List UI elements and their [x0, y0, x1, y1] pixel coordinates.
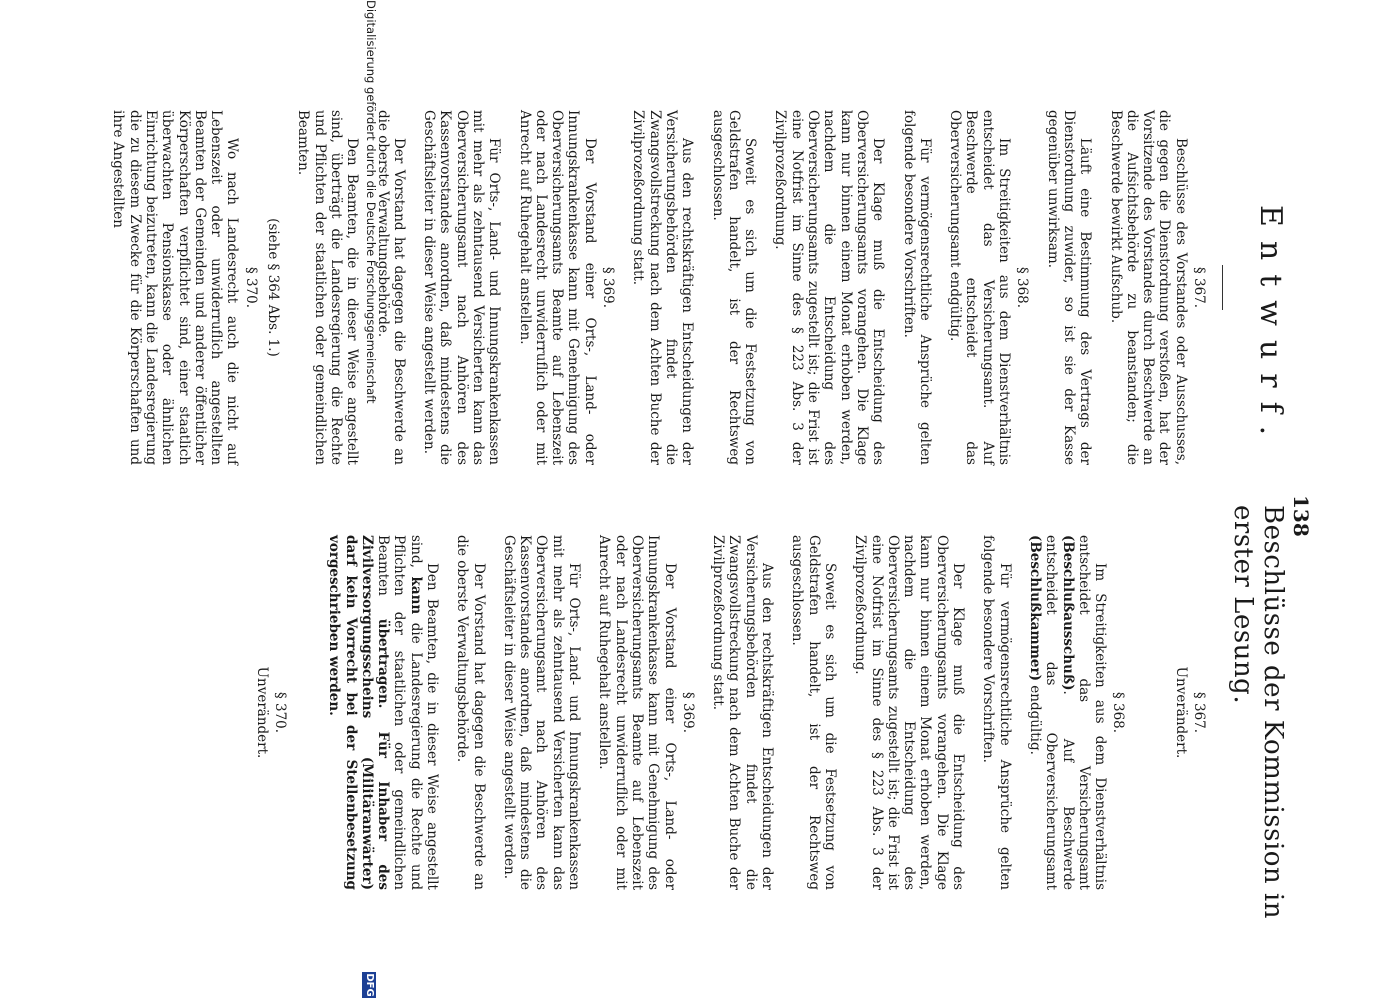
paragraph: [326, 535, 440, 890]
digitization-credit: [364, 0, 378, 1000]
amended-text: kann: [407, 576, 424, 615]
paragraph: Im Streitigkeiten aus dem Dienstverhältnis entscheidet das Versicherungsamt. Auf Beschwerde entscheidet das Oberversicherungsamt endgültig.: [947, 110, 1013, 465]
section-spacer: [1132, 535, 1158, 890]
page-number: 138: [1289, 495, 1313, 537]
paragraph: [1027, 535, 1108, 890]
unchanged-note: Unverändert.: [1172, 666, 1189, 759]
right-column-heading: Beschlüsse der Kommission in erster Lesung.: [1228, 505, 1288, 919]
text-run: Im Streitigkeiten aus dem Dienstverhältnis entscheidet das Versicherungsamt: [1075, 535, 1109, 890]
section-number: § 369.: [679, 691, 696, 734]
paragraph: Soweit es sich um die Festsetzung von Geldstrafen handelt, ist der Rechtsweg ausgeschlossen.: [709, 110, 759, 465]
heading-rule: [1222, 265, 1223, 310]
text-run: die Landesregierung die Rechte und Pflichten der staatlichen oder gemeindlichen Beamten: [375, 535, 424, 890]
paragraph: Der Vorstand hat dagegen die Beschwerde an die oberste Verwaltungsbehörde.: [454, 535, 487, 890]
amended-text: (Beschlußkammer): [1026, 535, 1043, 681]
right-column-commission: [239, 535, 1213, 890]
paragraph: Für vermögensrechtliche Ansprüche gelten folgende besondere Vorschriften.: [900, 110, 933, 465]
section-number: § 367.: [1191, 691, 1207, 734]
amended-text: (Beschlußausschuß): [1059, 535, 1076, 691]
paragraph: Der Vorstand einer Orts-, Land- oder Innungskrankenkasse kann mit Genehmigung des Oberversicherungsamts Beamte auf Lebenszeit oder nach Landesrecht unwiderruflich oder mit Anrecht auf Ruhegehalt anstellen.: [596, 535, 678, 890]
paragraph: Der Klage muß die Entscheidung des Oberversicherungsamts vorangehen. Die Klage kann nur binnen einem Monat erhoben werden, nachdem die Entscheidung des Oberversicherungsamts zugestellt ist; die Frist ist eine Notfrist im Sinne des § 223 Abs. 3 der Zivilprozeßordnung.: [852, 535, 967, 890]
section-number: § 367.: [1191, 266, 1207, 309]
paragraph: Läuft eine Bestimmung des Vertrags der Dienstordnung zuwider, so ist sie der Kasse gegenüber unwirksam.: [1044, 110, 1094, 465]
section-number: § 368.: [1014, 266, 1031, 309]
text-run: endgültig.: [1026, 680, 1043, 755]
section-number: § 370.: [242, 266, 259, 309]
left-column-heading: Entwurf.: [1253, 205, 1288, 450]
paragraph: Den Beamten, die in dieser Weise angestellt sind, überträgt die Landesregierung die Rechte und Pflichten der staatlichen oder gemeindlichen Beamten.: [295, 110, 361, 465]
amended-text: übertragen. Für Inhaber des Zivilversorgungsscheins (Militäranwärter) darf kein Vorrecht bei der Stellenbesetzung vorgeschrieben werden.: [326, 535, 392, 890]
paragraph: Für Orts-, Land- und Innungskrankenkassen mit mehr als zehntausend Versicherten kann das Oberversicherungsamt nach Anhören des Kassenvorstandes anordnen, daß mindestens die Geschäftsleiter in dieser Weise angestellt werden.: [500, 535, 583, 890]
text-run: Den Beamten, die in dieser Weise angestellt sind,: [407, 535, 441, 890]
paragraph: Der Klage muß die Entscheidung des Oberversicherungsamts vorangehen. Die Klage kann nur binnen einem Monat erhoben werden, nachdem die Entscheidung des Oberversicherungsamts zugestellt ist; die Frist ist eine Notfrist im Sinne des § 223 Abs. 3 der Zivilprozeßordnung.: [772, 110, 887, 465]
paragraph: Beschlüsse des Vorstandes oder Ausschusses, die gegen die Dienstordnung verstoßen, hat der Vorsitzende des Vorstandes durch Beschwerde an die Aufsichtsbehörde zu beanstanden; die Beschwerde bewirkt Aufschub.: [1107, 110, 1189, 465]
text-run: . Auf Beschwerde entscheidet das Oberversicherungsamt: [1043, 535, 1076, 890]
credit-text: Digitalisierung gefördert durch die Deutsche Forschungsgemeinschaft: [364, 0, 378, 404]
cross-reference-note: (siehe § 364 Abs. 1.): [265, 218, 282, 357]
paragraph: Wo nach Landesrecht auch die nicht auf Lebenszeit oder unwiderruflich angestellten Beamten der Gemeinden und anderer öffentlicher Körperschaften verpflichtet sind, einer staatlich überwachten Pensionskasse oder ähnlichen Einrichtung beizutreten, kann die Landesregierung die zu diesem Zwecke für die Körperschaften und ihre Angestellten: [110, 110, 241, 465]
paragraph: Für vermögensrechtliche Ansprüche gelten folgende besondere Vorschriften.: [980, 535, 1013, 890]
section-number: § 370.: [271, 691, 288, 734]
dfg-logo: DFG: [364, 973, 375, 997]
unchanged-note: Unverändert.: [253, 666, 270, 759]
paragraph: Der Vorstand hat dagegen die Beschwerde an die oberste Verwaltungsbehörde.: [374, 110, 407, 465]
paragraph: Der Vorstand einer Orts-, Land- oder Innungskrankenkasse kann mit Genehmigung des Oberversicherungsamts Beamte auf Lebenszeit oder nach Landesrecht unwiderruflich oder mit Anrecht auf Ruhegehalt anstellen.: [516, 110, 598, 465]
paragraph: Soweit es sich um die Festsetzung von Geldstrafen handelt, ist der Rechtsweg ausgeschlossen.: [789, 535, 838, 890]
section-spacer: [294, 535, 312, 890]
paragraph: Aus den rechtskräftigen Entscheidungen der Versicherungsbehörden findet die Zwangsvollstreckung nach dem Achten Buche der Zivilprozeßordnung statt.: [630, 110, 696, 465]
section-number: § 369.: [600, 266, 617, 309]
paragraph: Aus den rechtskräftigen Entscheidungen der Versicherungsbehörden findet die Zwangsvollstreckung nach dem Achten Buche der Zivilprozeßordnung statt.: [710, 535, 776, 890]
section-number: § 368.: [1110, 691, 1127, 734]
left-column-draft: [96, 110, 1213, 465]
paragraph: Für Orts-, Land- und Innungskrankenkassen mit mehr als zehntausend Versicherten kann das Oberversicherungsamt nach Anhören des Kassenvorstandes anordnen, daß mindestens die Geschäftsleiter in dieser Weise angestellt werden.: [421, 110, 503, 465]
